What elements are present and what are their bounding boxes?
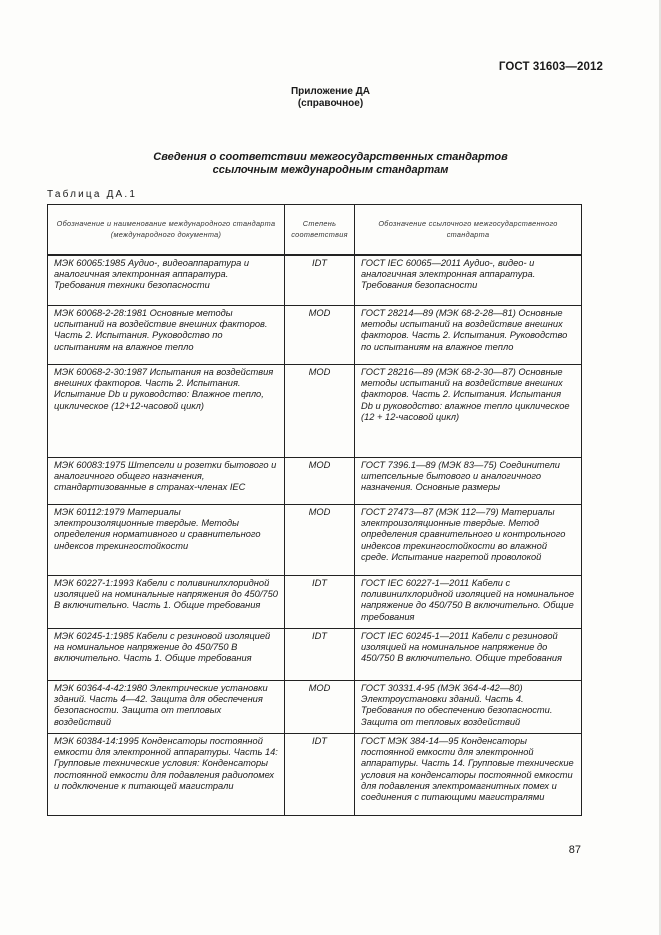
section-title-line-1: Сведения о соответствии межгосударственных стандартов <box>153 151 508 163</box>
cell-degree: MOD <box>285 681 355 734</box>
cell-gost: ГОСТ IEC 60227-1—2011 Кабели с поливинилхлоридной изоляцией на номинальное напряжение до 450/750 В включительно. Общие требования <box>355 576 582 629</box>
table-row <box>48 255 582 306</box>
cell-gost: ГОСТ 7396.1—89 (МЭК 83—75) Соединители штепсельные бытового и аналогичного назначения. Основные размеры <box>355 458 582 505</box>
cell-international: МЭК 60068-2-30:1987 Испытания на воздействия внешних факторов. Часть 2. Испытания. Испытание Db и руководство: Влажное тепло, циклическое (12+12-часовой цикл) <box>48 365 285 458</box>
cell-degree: IDT <box>285 629 355 681</box>
cell-degree: MOD <box>285 365 355 458</box>
header-degree: Степень соответствия <box>285 205 355 255</box>
cell-degree: MOD <box>285 505 355 576</box>
cell-degree: MOD <box>285 306 355 365</box>
section-title-line-2: ссылочным международным стандартам <box>212 164 449 176</box>
table-row <box>48 505 582 576</box>
cell-degree: MOD <box>285 458 355 505</box>
appendix-heading <box>0 86 661 110</box>
cell-international: МЭК 60083:1975 Штепсели и розетки бытового и аналогичного общего назначения, стандартизованные в странах-членах IEC <box>48 458 285 505</box>
section-title <box>40 151 621 177</box>
table-row <box>48 576 582 629</box>
cell-international: МЭК 60227-1:1993 Кабели с поливинилхлоридной изоляцией на номинальные напряжения до 450/750 В включительно. Часть 1. Общие требования <box>48 576 285 629</box>
cell-international: МЭК 60245-1:1985 Кабели с резиновой изоляцией на номинальное напряжение до 450/750 В включительно. Часть 1. Общие требования <box>48 629 285 681</box>
table-row <box>48 681 582 734</box>
page-number: 87 <box>568 844 581 856</box>
table-label: Таблица ДА.1 <box>47 189 138 200</box>
appendix-subtitle: (справочное) <box>297 98 364 109</box>
cell-international: МЭК 60384-14:1995 Конденсаторы постоянной емкости для электронной аппаратуры. Часть 14: Групповые технические условия: Конденсаторы постоянной емкости для подавления радиопомех и подключение к питающей магистрали <box>48 734 285 816</box>
table-row <box>48 365 582 458</box>
table-row <box>48 734 582 816</box>
header-international-standard: Обозначение и наименование международного стандарта (международного документа) <box>48 205 285 255</box>
cell-gost: ГОСТ IEC 60245-1—2011 Кабели с резиновой изоляцией на номинальное напряжение до 450/750 В включительно. Общие требования <box>355 629 582 681</box>
document-code: ГОСТ 31603—2012 <box>498 61 603 73</box>
cell-gost: ГОСТ 28216—89 (МЭК 68-2-30—87) Основные методы испытаний на воздействие внешних факторов. Часть 2. Испытания. Испытания Db и руководство: влажное тепло циклическое (12 + 12-часовой цикл) <box>355 365 582 458</box>
table-row <box>48 306 582 365</box>
cell-degree: IDT <box>285 576 355 629</box>
cell-gost: ГОСТ 30331.4-95 (МЭК 364-4-42—80) Электроустановки зданий. Часть 4. Требования по обеспечению безопасности. Защита от тепловых воздействий <box>355 681 582 734</box>
table-row <box>48 629 582 681</box>
cell-gost: ГОСТ 27473—87 (МЭК 112—79) Материалы электроизоляционные твердые. Метод определения сравнительного и контрольного индексов трекингостойкости во влажной среде. Испытание нагретой проволокой <box>355 505 582 576</box>
cell-gost: ГОСТ МЭК 384-14—95 Конденсаторы постоянной емкости для электронной аппаратуры. Часть 14. Групповые технические условия на конденсаторы постоянной емкости для подавления электромагнитных помех и соединения с питающими магистралями <box>355 734 582 816</box>
table-header-row <box>48 205 582 255</box>
cell-degree: IDT <box>285 734 355 816</box>
cell-international: МЭК 60068-2-28:1981 Основные методы испытаний на воздействие внешних факторов. Часть 2. Испытания. Руководство по испытаниям на влажное тепло <box>48 306 285 365</box>
table-row <box>48 458 582 505</box>
standards-table <box>47 204 582 816</box>
appendix-title: Приложение ДА <box>290 86 371 97</box>
header-interstate-standard: Обозначение ссылочного межгосударственного стандарта <box>355 205 582 255</box>
cell-international: МЭК 60112:1979 Материалы электроизоляционные твердые. Методы определения нормативного и сравнительного индексов трекингостойкости <box>48 505 285 576</box>
cell-gost: ГОСТ IEC 60065—2011 Аудио-, видео- и аналогичная электронная аппаратура. Требования безопасности <box>355 255 582 306</box>
cell-international: МЭК 60364-4-42:1980 Электрические установки зданий. Часть 4—42. Защита для обеспечения безопасности. Защита от тепловых воздействий <box>48 681 285 734</box>
cell-gost: ГОСТ 28214—89 (МЭК 68-2-28—81) Основные методы испытаний на воздействие внешних факторов. Часть 2. Испытания. Руководство по испытаниям на влажное тепло <box>355 306 582 365</box>
cell-international: МЭК 60065:1985 Аудио-, видеоаппаратура и аналогичная электронная аппаратура. Требования техники безопасности <box>48 255 285 306</box>
cell-degree: IDT <box>285 255 355 306</box>
